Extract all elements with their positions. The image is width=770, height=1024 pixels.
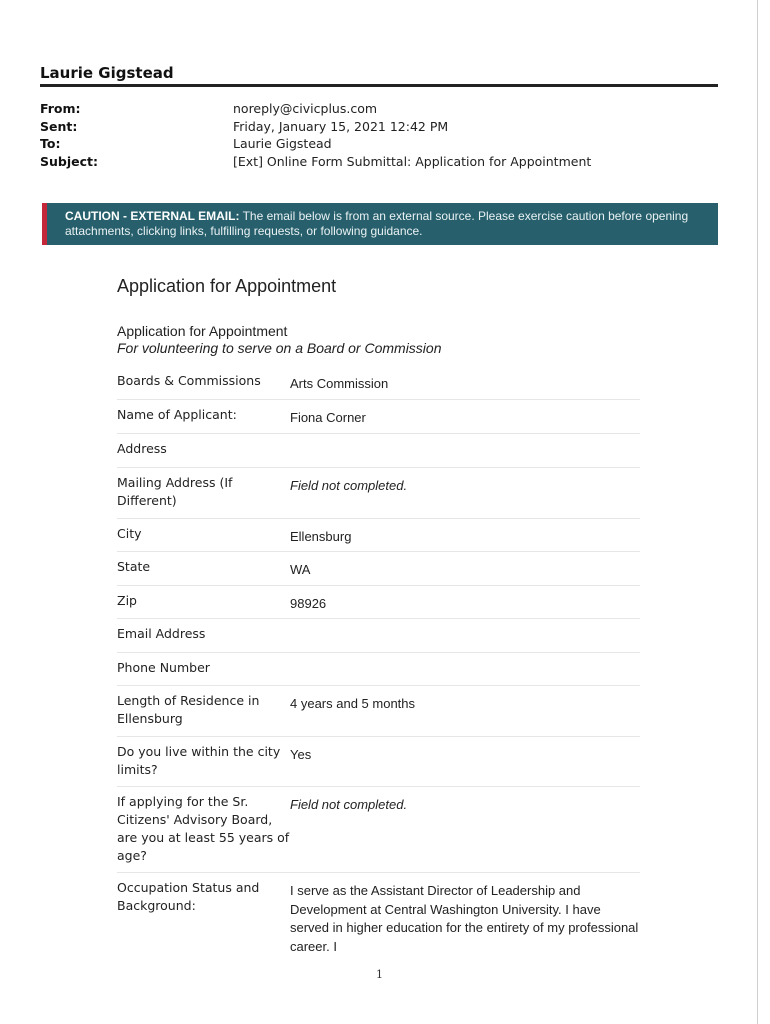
to-value: Laurie Gigstead bbox=[233, 136, 332, 151]
field-label: Phone Number bbox=[117, 660, 210, 675]
field-row bbox=[117, 366, 640, 400]
field-value: Field not completed. bbox=[290, 797, 408, 812]
field-value: Arts Commission bbox=[290, 376, 389, 391]
field-row bbox=[117, 519, 640, 552]
field-value: WA bbox=[290, 562, 311, 577]
field-label: Address bbox=[117, 441, 167, 456]
field-row bbox=[117, 400, 640, 434]
field-label: Zip bbox=[117, 593, 137, 608]
header-rule bbox=[40, 84, 718, 87]
field-value: 4 years and 5 months bbox=[290, 696, 416, 711]
header-subject bbox=[40, 153, 591, 171]
header-to bbox=[40, 135, 591, 153]
field-row bbox=[117, 586, 640, 619]
subject-value: [Ext] Online Form Submittal: Application for Appointment bbox=[233, 153, 592, 169]
page-edge-line bbox=[757, 0, 758, 1024]
field-row bbox=[117, 619, 640, 653]
field-row bbox=[117, 653, 640, 686]
field-label: Name of Applicant: bbox=[117, 407, 237, 422]
field-value bbox=[290, 440, 640, 467]
field-value bbox=[290, 659, 640, 685]
field-value: Ellensburg bbox=[290, 529, 352, 544]
field-row bbox=[117, 552, 640, 586]
sent-label: Sent: bbox=[40, 118, 78, 134]
to-label: To: bbox=[40, 136, 61, 151]
field-value: I serve as the Assistant Director of Leadership and Development at Central Washington University. I have served in higher education for the entirety of my professional career. I bbox=[290, 883, 639, 954]
field-row bbox=[117, 434, 640, 468]
from-label: From: bbox=[40, 101, 81, 116]
field-value bbox=[290, 625, 640, 652]
header-from bbox=[40, 100, 591, 118]
field-label: Length of Residence in Ellensburg bbox=[117, 693, 260, 726]
field-label: Email Address bbox=[117, 626, 206, 641]
form-title: Application for Appointment bbox=[117, 276, 337, 296]
field-label: State bbox=[117, 559, 151, 574]
field-label: If applying for the Sr. Citizens' Advisory Board, are you at least 55 years of age? bbox=[117, 794, 290, 863]
field-row bbox=[117, 787, 640, 873]
sender-name: Laurie Gigstead bbox=[40, 64, 174, 82]
from-value[interactable]: noreply@civicplus.com bbox=[233, 101, 378, 116]
field-value: Fiona Corner bbox=[290, 410, 366, 425]
sent-value: Friday, January 15, 2021 12:42 PM bbox=[233, 118, 449, 134]
field-label: Boards & Commissions bbox=[117, 373, 261, 388]
form-subtitle: Application for Appointment bbox=[117, 323, 288, 339]
field-label: City bbox=[117, 526, 142, 541]
page-number: 1 bbox=[376, 968, 383, 981]
field-row bbox=[117, 873, 640, 954]
form-fields bbox=[117, 366, 640, 954]
header-sent bbox=[40, 118, 591, 136]
form-subtitle-italic: For volunteering to serve on a Board or Commission bbox=[117, 340, 442, 356]
field-label: Occupation Status and Background: bbox=[117, 880, 260, 913]
caution-text: The email below is from an external source. Please exercise caution before opening attachments, clicking links, fulfilling requests, or following guidance. bbox=[65, 209, 689, 238]
field-value: Field not completed. bbox=[290, 478, 408, 493]
field-value: 98926 bbox=[290, 596, 327, 611]
form-subtitle-block bbox=[117, 323, 441, 357]
subject-label: Subject: bbox=[40, 153, 98, 169]
field-row bbox=[117, 468, 640, 519]
field-label: Mailing Address (If Different) bbox=[117, 475, 233, 508]
field-row bbox=[117, 686, 640, 737]
field-row bbox=[117, 737, 640, 787]
field-label: Do you live within the city limits? bbox=[117, 744, 281, 777]
external-email-caution-banner bbox=[42, 203, 718, 245]
caution-heading: CAUTION - EXTERNAL EMAIL: bbox=[65, 209, 240, 223]
field-value: Yes bbox=[290, 747, 312, 762]
email-headers bbox=[40, 100, 591, 170]
